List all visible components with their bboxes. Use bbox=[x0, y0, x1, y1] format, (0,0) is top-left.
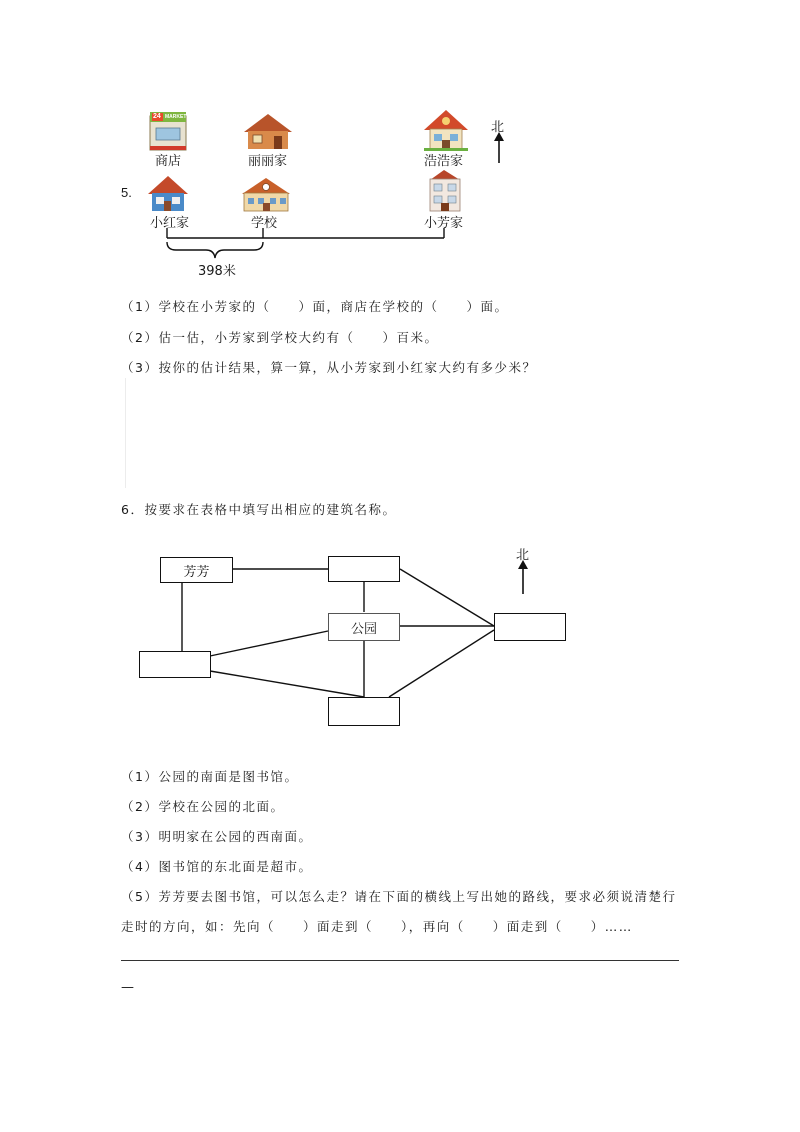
problem-5-figure bbox=[0, 0, 800, 300]
xiaofang-house-icon bbox=[430, 170, 460, 211]
haohao-home-label: 浩浩家 bbox=[424, 154, 464, 169]
north-arrow-icon bbox=[494, 132, 504, 163]
question-3: （3）按你的估计结果，算一算，从小芳家到小红家大约有多少米？ bbox=[121, 360, 537, 375]
item-5: （5）芳芳要去图书馆，可以怎么走？请在下面的横线上写出她的路线，要求必须说清楚行 bbox=[121, 889, 677, 904]
shop-sign-text: MARKET bbox=[165, 114, 187, 120]
shop-sign-number: 24 bbox=[153, 113, 161, 120]
distance-brace bbox=[167, 242, 263, 258]
shop-label: 商店 bbox=[155, 154, 182, 169]
box-school-blank[interactable] bbox=[328, 556, 400, 582]
problem-number: 5. bbox=[121, 185, 132, 200]
answer-space[interactable] bbox=[125, 378, 126, 488]
lili-home-label: 丽丽家 bbox=[248, 154, 288, 169]
box-park bbox=[328, 613, 400, 641]
school-label: 学校 bbox=[251, 216, 278, 231]
question-1: （1）学校在小芳家的（ ）面，商店在学校的（ ）面。 bbox=[121, 299, 509, 314]
xiaohong-house-icon bbox=[148, 176, 188, 211]
answer-line-tail: — bbox=[121, 980, 134, 995]
map-diagram bbox=[0, 530, 800, 730]
distance-label: 398米 bbox=[198, 264, 236, 279]
box-mingming-blank[interactable] bbox=[139, 651, 211, 678]
road-line bbox=[167, 228, 444, 238]
box-fangfang-label: 芳芳 bbox=[183, 564, 210, 580]
item-2: （2）学校在公园的北面。 bbox=[121, 799, 285, 814]
box-fangfang bbox=[160, 557, 233, 583]
north-label: 北 bbox=[491, 120, 505, 135]
item-4: （4）图书馆的东北面是超市。 bbox=[121, 859, 313, 874]
xiaofang-home-label: 小芳家 bbox=[424, 216, 464, 231]
question-2: （2）估一估，小芳家到学校大约有（ ）百米。 bbox=[121, 330, 439, 345]
xiaohong-home-label: 小红家 bbox=[150, 216, 190, 231]
problem-6-title: 6．按要求在表格中填写出相应的建筑名称。 bbox=[121, 502, 397, 517]
item-5-continued: 走时的方向，如：先向（ ）面走到（ ），再向（ ）面走到（ ）…… bbox=[121, 919, 633, 934]
school-icon bbox=[242, 178, 290, 211]
item-3: （3）明明家在公园的西南面。 bbox=[121, 829, 313, 844]
box-library-blank[interactable] bbox=[328, 697, 400, 726]
box-park-label: 公园 bbox=[350, 621, 377, 637]
north-arrow-icon bbox=[518, 560, 528, 594]
haohao-house-icon bbox=[424, 110, 468, 151]
north-label: 北 bbox=[516, 548, 530, 563]
answer-line[interactable] bbox=[121, 960, 679, 961]
item-1: （1）公园的南面是图书馆。 bbox=[121, 769, 299, 784]
box-supermarket-blank[interactable] bbox=[494, 613, 566, 641]
lili-house-icon bbox=[244, 114, 292, 149]
